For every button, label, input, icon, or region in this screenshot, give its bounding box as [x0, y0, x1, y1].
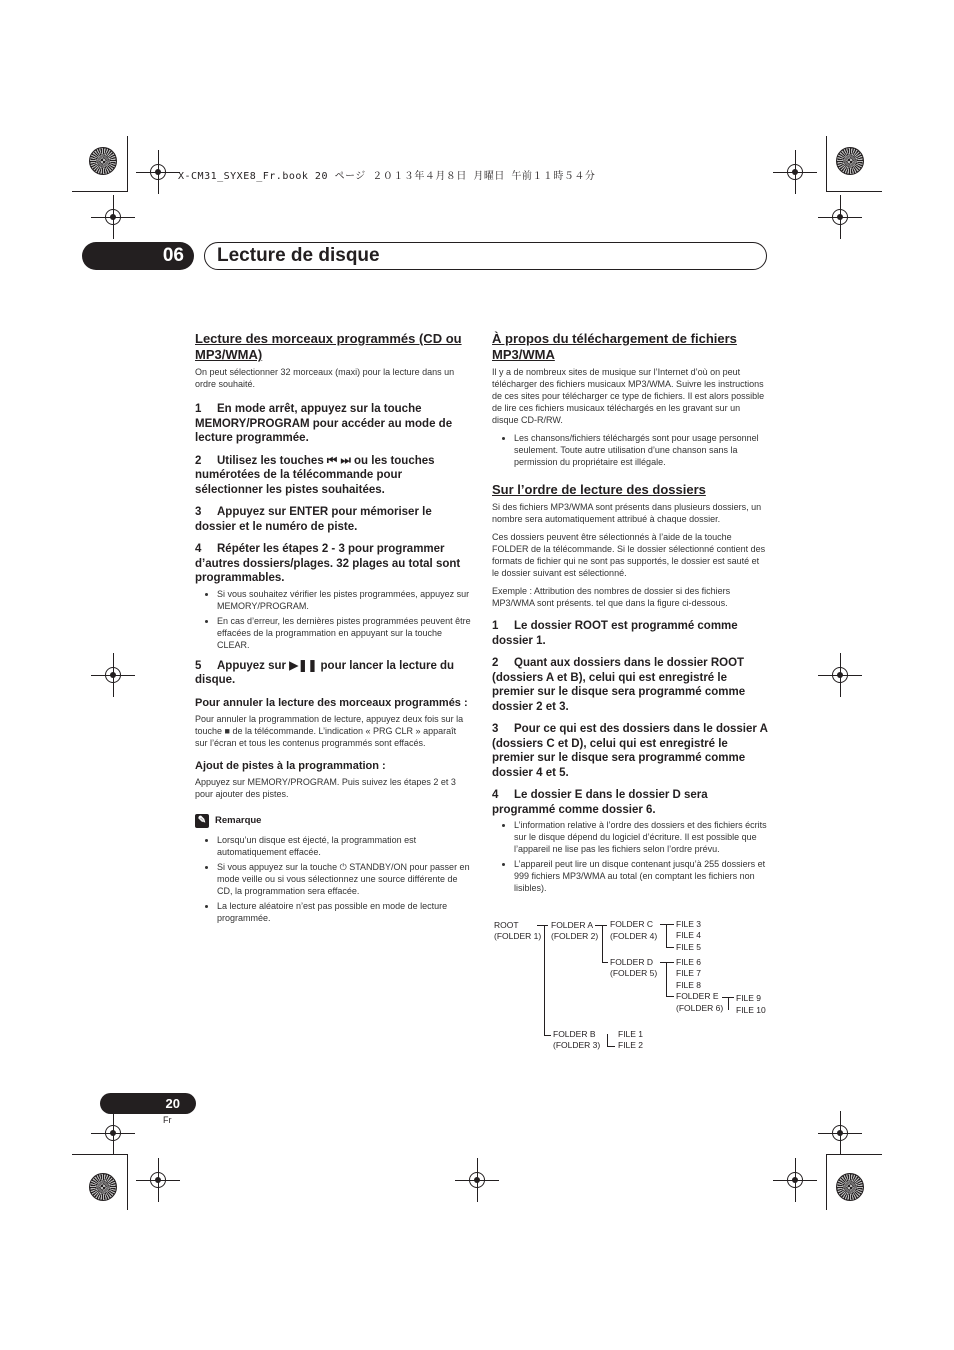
chapter-number: 06 [82, 242, 194, 270]
step-item: 3 Appuyez sur ENTER pour mémoriser le dossier et le numéro de piste. [195, 506, 432, 533]
trim-mark [826, 136, 827, 192]
step-item: 2 Utilisez les touches ⏮ ⏭ ou les touches numérotées de la télécommande pour sélectionner les pistes souhaitées. [195, 454, 435, 496]
tree-node-label: (FOLDER 2) [551, 931, 599, 941]
tree-node-folder-a: FOLDER A [551, 920, 594, 930]
list-item: • Si vous souhaitez vérifier les pistes programmées, appuyez sur MEMORY/PROGRAM. [217, 588, 471, 612]
tree-node-folder-e: FOLDER E [676, 991, 719, 1001]
body-text: Appuyez sur MEMORY/PROGRAM. Puis suivez les étapes 2 et 3 pour ajouter des pistes. [195, 776, 456, 799]
tree-node-label: (FOLDER 5) [610, 968, 658, 978]
tree-file: FILE 1 [618, 1029, 644, 1039]
left-column [195, 331, 471, 932]
body-text: Il y a de nombreux sites de musique sur l’Internet d’où on peut télécharger des fichiers musicaux MP3/WMA. Suivre les instructions de ces sites pour télécharger ce type de fichiers. Il est alors possible de lire ces fichiers musicaux téléchargés en les gravant sur un disque CD-R/RW. [492, 367, 765, 425]
tree-file: FILE 3 [676, 919, 702, 929]
trim-mark [127, 136, 128, 192]
trim-mark [826, 191, 882, 192]
tree-file: FILE 5 [676, 942, 702, 952]
tree-file: FILE 8 [676, 980, 702, 990]
tree-file: FILE 9 [736, 993, 762, 1003]
step-item: 4 Le dossier E dans le dossier D sera programmé comme dossier 6. [492, 789, 708, 816]
section-heading: Sur l’ordre de lecture des dossiers [492, 482, 706, 497]
trim-mark [72, 1154, 128, 1155]
color-rosette-icon [836, 147, 864, 175]
step-item: 1 En mode arrêt, appuyez sur la touche MEMORY/PROGRAM pour accéder au mode de lecture programmée. [195, 403, 453, 444]
sub-heading: Pour annuler la lecture des morceaux programmés : [195, 696, 468, 709]
body-text: Si des fichiers MP3/WMA sont présents dans plusieurs dossiers, un nombre sera automatiquement attribué à chaque dossier. [492, 502, 762, 524]
tree-node-label: (FOLDER 6) [676, 1003, 724, 1013]
tree-node-label: (FOLDER 1) [494, 931, 542, 941]
body-text: Exemple : Attribution des nombres de dossier si des fichiers MP3/WMA sont présents. tel que dans la figure ci-dessous. [492, 586, 731, 608]
color-rosette-icon [89, 147, 117, 175]
intro-text: On peut sélectionner 32 morceaux (maxi) pour la lecture dans un ordre souhaité. [195, 367, 455, 389]
trim-mark [826, 1154, 882, 1155]
folder-tree-diagram [492, 916, 772, 1056]
trim-mark [826, 1154, 827, 1210]
trim-mark [127, 1154, 128, 1210]
trim-mark [72, 191, 128, 192]
step-item: 1 Le dossier ROOT est programmé comme dossier 1. [492, 620, 738, 647]
list-item: • L’information relative à l’ordre des dossiers et des fichiers écrits sur le disque dépend du logiciel d’écriture. Il est possible que l’appareil ne lise pas les fichiers selon l’ordre prévu. [514, 819, 768, 855]
page-number: 20 [100, 1093, 196, 1114]
tree-file: FILE 6 [676, 957, 702, 967]
list-item: • L’appareil peut lire un disque contenant jusqu’à 255 dossiers et 999 fichiers MP3/WMA au total (en comptant les fichiers non lisibles). [514, 858, 768, 894]
step-item: 3 Pour ce qui est des dossiers dans le dossier A (dossiers C et D), celui qui est enregistré le premier sur le disque sera programmé comme dossier 4 et 5. [492, 723, 768, 779]
section-heading: À propos du téléchargement de fichiers MP3/WMA [492, 331, 737, 362]
note-heading: ✎ Remarque [195, 814, 471, 828]
list-item: • Lorsqu’un disque est éjecté, la programmation est automatiquement effacée. [217, 834, 471, 858]
print-header: X-CM31_SYXE8_Fr.book 20 ページ ２０１３年４月８日 月曜日 午前１１時５４分 [178, 171, 596, 182]
color-rosette-icon [89, 1173, 117, 1201]
step-item: 4 Répéter les étapes 2 - 3 pour programmer d’autres dossiers/plages. 32 plages au total sont programmables. [195, 543, 461, 584]
right-column [492, 331, 768, 902]
sub-heading: Ajout de pistes à la programmation : [195, 759, 386, 772]
tree-file: FILE 7 [676, 968, 702, 978]
list-item: • Les chansons/fichiers téléchargés sont pour usage personnel seulement. Toute autre utilisation d’une chanson sans la permission du propriétaire est illégale. [514, 432, 768, 468]
bullet-list [492, 819, 768, 894]
chapter-title: Lecture de disque [204, 242, 767, 270]
section-heading: Lecture des morceaux programmés (CD ou MP3/WMA) [195, 331, 462, 362]
color-rosette-icon [836, 1173, 864, 1201]
tree-node-folder-c: FOLDER C [610, 919, 653, 929]
page-language: Fr [163, 1115, 172, 1125]
tree-file: FILE 10 [736, 1005, 766, 1015]
tree-node-label: (FOLDER 4) [610, 931, 658, 941]
tree-node-folder-d: FOLDER D [610, 957, 653, 967]
list-item: • Si vous appuyez sur la touche ⏻ STANDBY/ON pour passer en mode veille ou si vous sélectionnez une source différente de CD, la programmation sera effacée. [217, 861, 471, 897]
note-list [195, 834, 471, 924]
list-item: • En cas d’erreur, les dernières pistes programmées peuvent être effacées de la programmation en appuyant sur la touche CLEAR. [217, 615, 471, 651]
body-text: Pour annuler la programmation de lecture, appuyez deux fois sur la touche ■ de la télécommande. L’indication « PRG CLR » apparaît sur l’écran et tous les contenus programmés sont effacés. [195, 713, 464, 748]
tree-node-label: (FOLDER 3) [553, 1040, 601, 1050]
step-item: 5 Appuyez sur ▶❚❚ pour lancer la lecture du disque. [195, 659, 455, 686]
bullet-list [195, 588, 471, 651]
tree-file: FILE 4 [676, 930, 702, 940]
step-item: 2 Quant aux dossiers dans le dossier ROOT (dossiers A et B), celui qui est enregistré le premier sur le disque sera programmé comme dossier 2 et 3. [492, 657, 746, 713]
tree-file: FILE 2 [618, 1040, 644, 1050]
bullet-list [492, 432, 768, 468]
list-item: • La lecture aléatoire n’est pas possible en mode de lecture programmée. [217, 900, 471, 924]
body-text: Ces dossiers peuvent être sélectionnés à l’aide de la touche FOLDER de la télécommande. Si le dossier sélectionné contient des formats de fichier qui ne sont pas supportés, le dossier est sauté et le dossier suivant est sélectionné. [492, 532, 766, 578]
pencil-note-icon: ✎ [195, 814, 209, 828]
tree-node-folder-b: FOLDER B [553, 1029, 596, 1039]
tree-node-root: ROOT [494, 920, 519, 930]
